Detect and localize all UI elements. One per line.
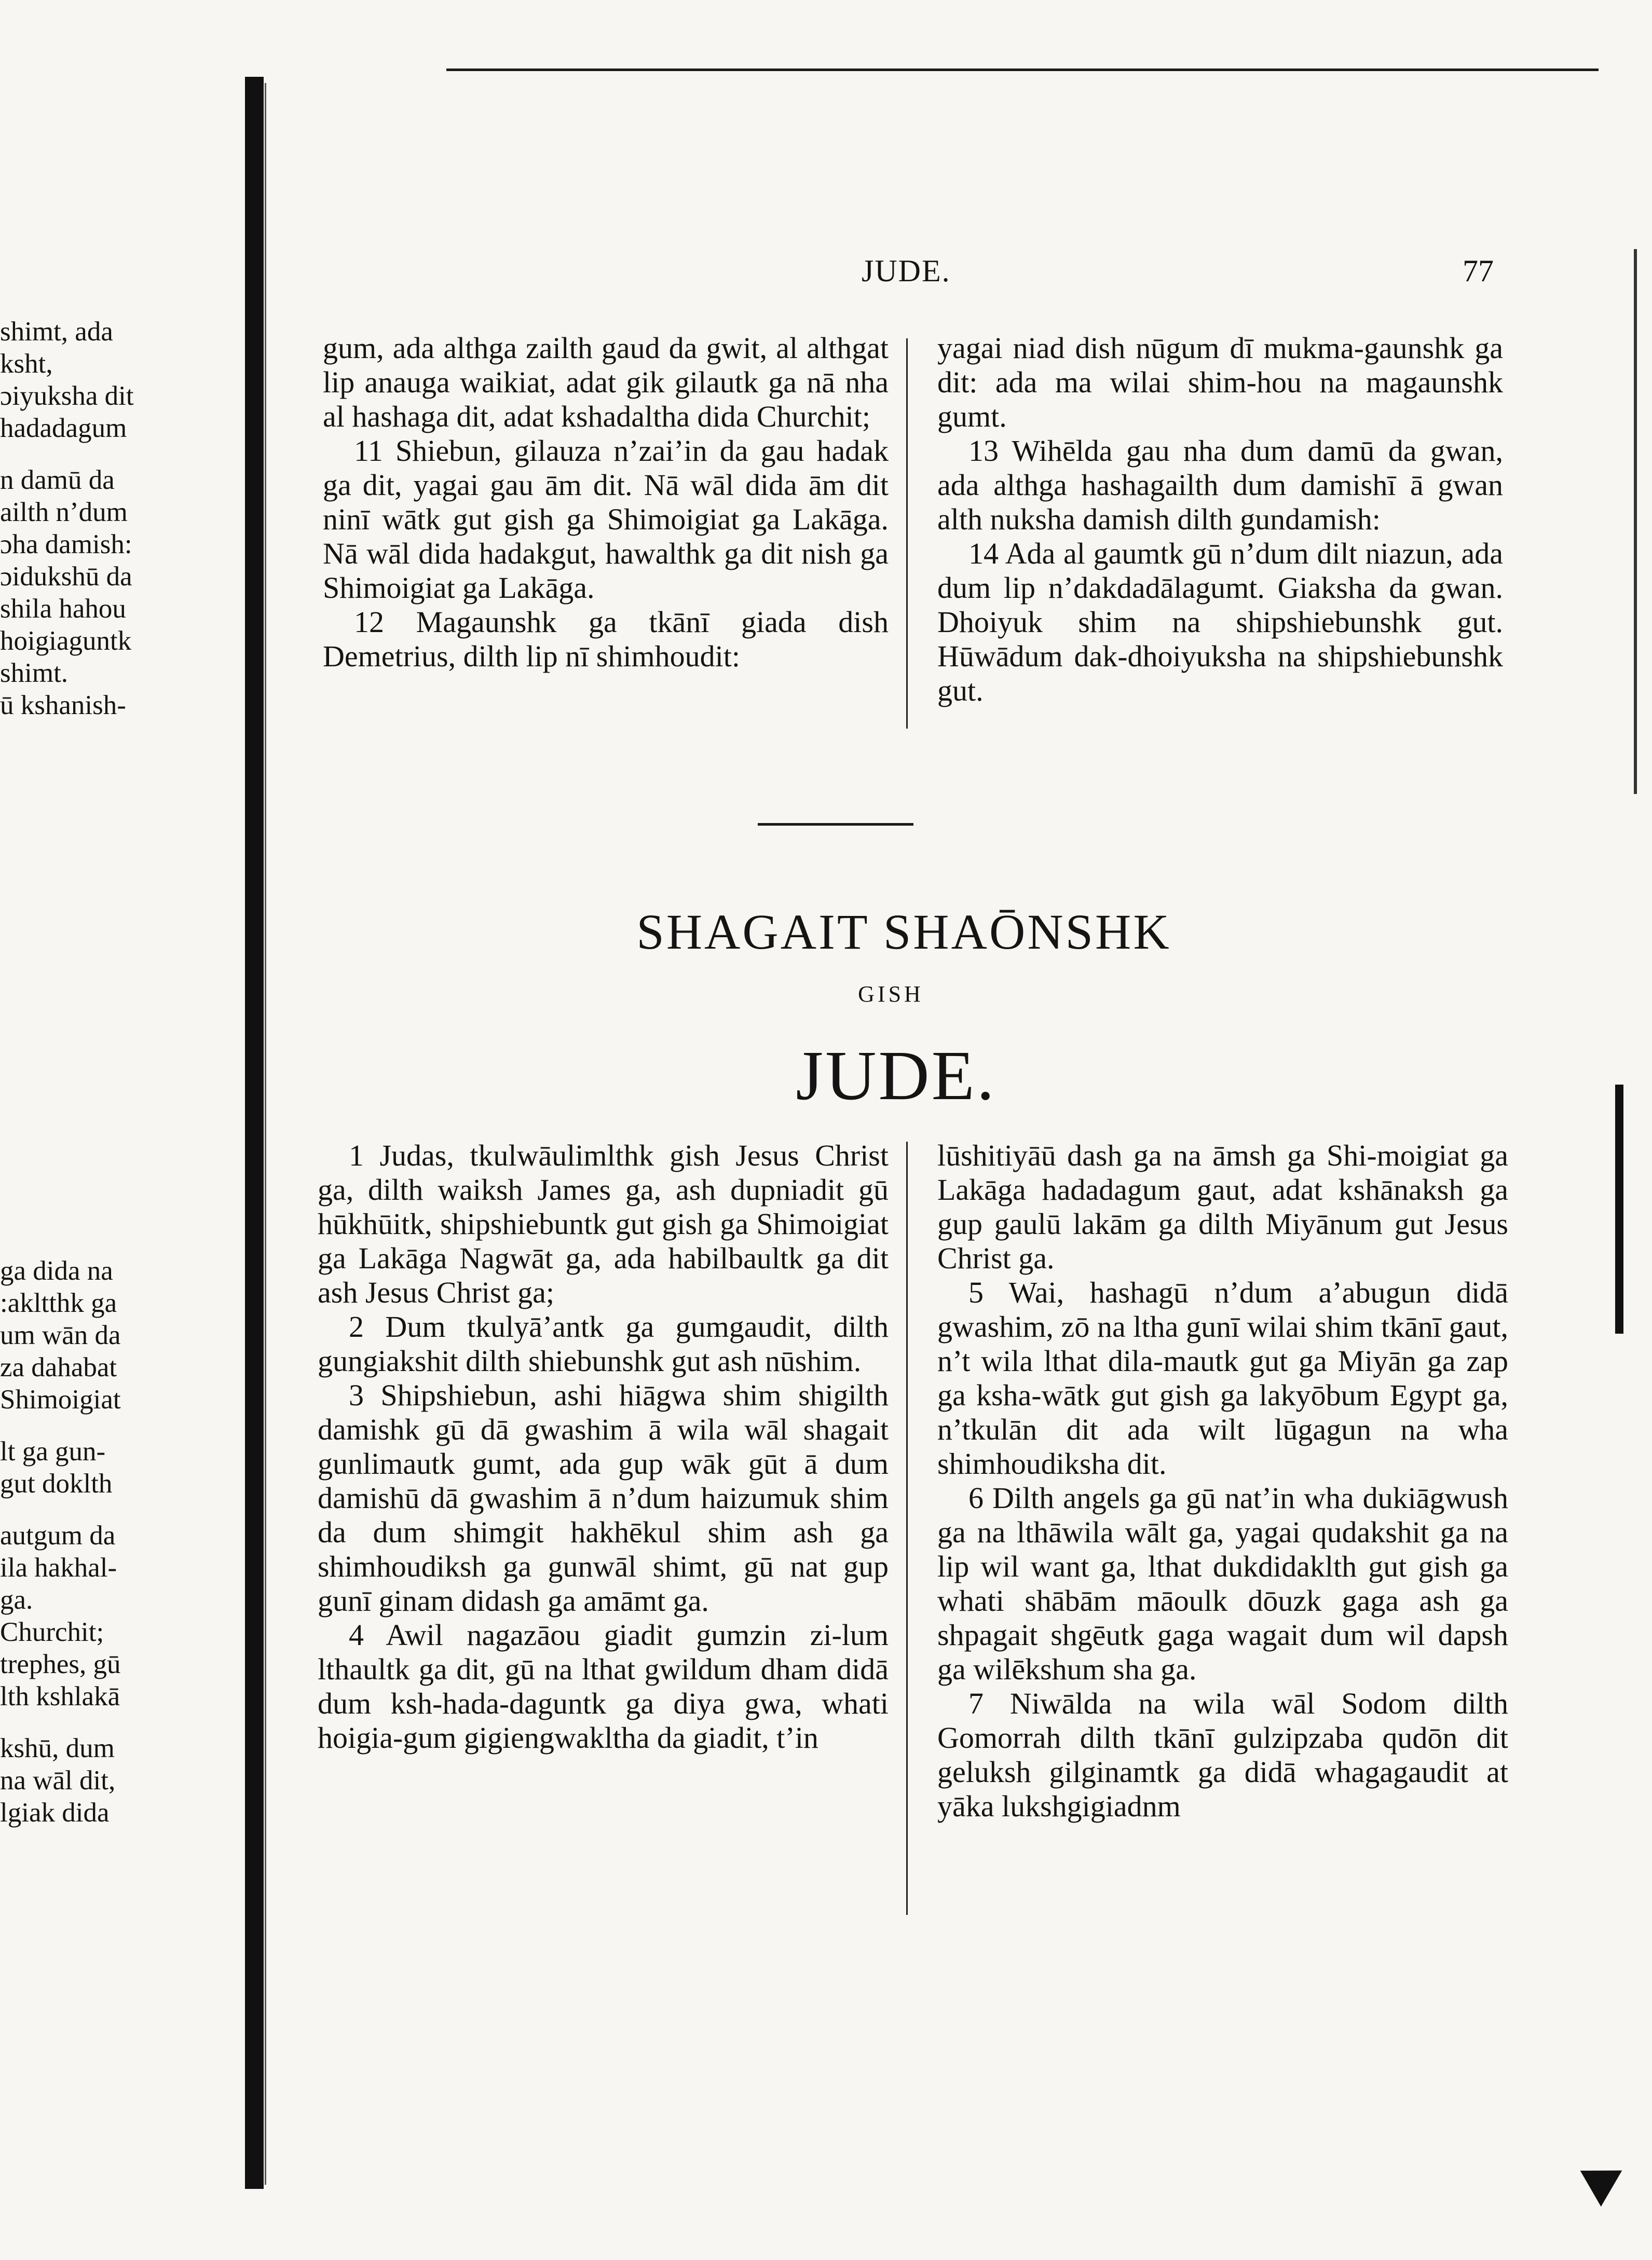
fragment-line [0,444,197,464]
fragment-line: ɔiyuksha dit [0,381,134,411]
right-page-edge [1634,249,1637,794]
previous-page-fragment-bottom [0,1255,197,1829]
fragment-line: kshū, dum [0,1733,115,1763]
book-title-main: SHAGAIT SHAŌNSHK [636,904,1171,960]
binding-gutter [245,77,264,2189]
bottom-right-column [937,1139,1508,1824]
fragment-line: hadadagum [0,413,127,443]
fragment-line [0,1416,197,1435]
fragment-line: Churchit; [0,1617,104,1647]
fragment-line: autgum da [0,1521,116,1551]
fragment-line: ga. [0,1585,33,1615]
verse-paragraph: 3 Shipshiebun, ashi hiāgwa shim shigilth damishk gū dā gwashim ā wila wāl shagait gunlimautk gumt, ada gup wāk gūt ā dum damishū dā gwashim ā n’dum haizumuk shim da dum shimgit hakhēkul shim ash ga shimhoudiksh ga gunwāl shimt, gū nat gup gunī ginam didash ga amāmt ga. [318,1378,889,1618]
verse-paragraph: yagai niad dish nūgum dī mukma-gaunshk ga dit: ada ma wilai shim-hou na magaunshk gumt. [937,331,1503,433]
fragment-line: lgiak dida [0,1798,110,1828]
verse-paragraph: 12 Magaunshk ga tkānī giada dish Demetrius, dilth lip nī shimhoudit: [323,605,889,673]
top-right-column [937,331,1503,708]
right-edge-mark [1615,1085,1623,1334]
corner-arrow-mark [1580,2153,1633,2207]
fragment-line: ɔidukshū da [0,561,132,592]
book-title-connector: GISH [858,981,924,1007]
section-divider-rule [758,823,913,826]
fragment-line [0,1713,197,1732]
top-left-column [323,331,889,674]
running-head: JUDE. [862,254,951,288]
fragment-line [0,1500,197,1519]
fragment-line: ɔha damish: [0,529,132,559]
verse-paragraph: lūshitiyāū dash ga na āmsh ga Shi-moigiat ga Lakāga hadadagum gaut, adat kshānaksh ga gup gaulū lakām ga dilth Miyānum gut Jesus Christ ga. [937,1139,1508,1275]
fragment-line: gut doklth [0,1469,113,1499]
top-edge-rule [446,69,1599,71]
fragment-line: um wān da [0,1320,121,1350]
fragment-line: lth kshlakā [0,1681,120,1711]
verse-paragraph: 14 Ada al gaumtk gū n’dum dilt niazun, ada dum lip n’dakdadālagumt. Giaksha da gwan. Dhoiyuk shim na shipshiebunshk gut. Hūwādum dak-dhoiyuksha na shipshiebunshk gut. [937,537,1503,707]
verse-paragraph: 4 Awil nagazāou giadit gumzin zi-lum lthaultk ga dit, gū na lthat gwildum dham didā dum ksh-hada-daguntk ga diya gwa, whati hoigia-gum gigiengwaklthа da giadit, t’in [318,1618,889,1755]
verse-paragraph: gum, ada althga zailth gaud da gwit, al althgat lip anauga waikiat, adat gik gilautk ga nā nha al hashaga dit, adat kshadaltha dida Churchit; [323,331,889,433]
fragment-line: ailth n’dum [0,497,128,527]
fragment-line: ila hakhal- [0,1553,117,1583]
verse-paragraph: 6 Dilth angels ga gū nat’in wha dukiāgwush ga na lthāwila wālt ga, yagai qudakshit ga na lip wil want ga, lthat dukdidaklth gut gish ga whati shābām māoulk dōuzk gaga ash ga shpagait shgēutk gaga wagait dum wil dapsh ga wilēkshum sha ga. [937,1481,1508,1686]
fragment-line: ū kshanish- [0,690,126,720]
fragment-line: na wāl dit, [0,1765,116,1796]
fragment-line: ga dida na [0,1256,113,1286]
verse-paragraph: 13 Wihēlda gau nha dum damū da gwan, ada althga hashagailth dum damishī ā gwan alth nuksha damish dilth gundamish: [937,434,1503,536]
fragment-line: Shimoigiat [0,1385,121,1415]
page-number: 77 [1463,254,1494,288]
verse-paragraph: 5 Wai, hashagū n’dum a’abugun didā gwashim, zō na ltha gunī wilai shim tkānī gaut, n’t wila lthat dila-mautk gut ga Miyān ga zap ga ksha-wātk gut gish ga lakyōbum Egypt ga, n’tkulān dit ada wilt lūgagun na wha shimhoudiksha dit. [937,1276,1508,1481]
fragment-line: shila hahou [0,594,126,624]
column-divider-bottom [906,1142,908,1915]
previous-page-fragment-top [0,316,197,721]
fragment-line: hoigiaguntk [0,626,132,656]
verse-paragraph: 2 Dum tkulyā’antk ga gumgaudit, dilth gungiakshit dilth shiebunshk gut ash nūshim. [318,1310,889,1378]
fragment-line: n damū da [0,465,115,495]
fragment-line: trephes, gū [0,1649,121,1679]
verse-paragraph: 7 Niwālda na wila wāl Sodom dilth Gomorrah dilth tkānī gulzipzaba qudōn dit geluksh gilginamtk ga didā whagagaudit at yāka lukshgigiadnm [937,1687,1508,1823]
fragment-line: :akltthk ga [0,1288,117,1318]
verse-paragraph: 1 Judas, tkulwāulimlthk gish Jesus Christ ga, dilth waiksh James ga, ash dupniadit gū hūkhūitk, shipshiebuntk gut gish ga Shimoigiat ga Lakāga Nagwāt ga, ada habilbaultk ga dit ash Jesus Christ ga; [318,1139,889,1309]
verse-paragraph: 11 Shiebun, gilauza n’zai’in da gau hadak ga dit, yagai gau ām dit. Nā wāl dida ām dit ninī wātk gut gish ga Shimoigiat ga Lakāga. Nā wāl dida hadakgut, hawalthk ga dit nish ga Shimoigiat ga Lakāga. [323,434,889,605]
fragment-line: shimt, ada [0,317,113,347]
gutter-line [265,83,266,2185]
fragment-line: shimt. [0,658,69,688]
fragment-line: ksht, [0,349,53,379]
column-divider-top [906,338,908,729]
fragment-line: lt ga gun- [0,1436,106,1467]
book-title-jude: JUDE. [796,1037,996,1115]
bottom-left-column [318,1139,889,1755]
fragment-line: za dahabat [0,1352,117,1382]
